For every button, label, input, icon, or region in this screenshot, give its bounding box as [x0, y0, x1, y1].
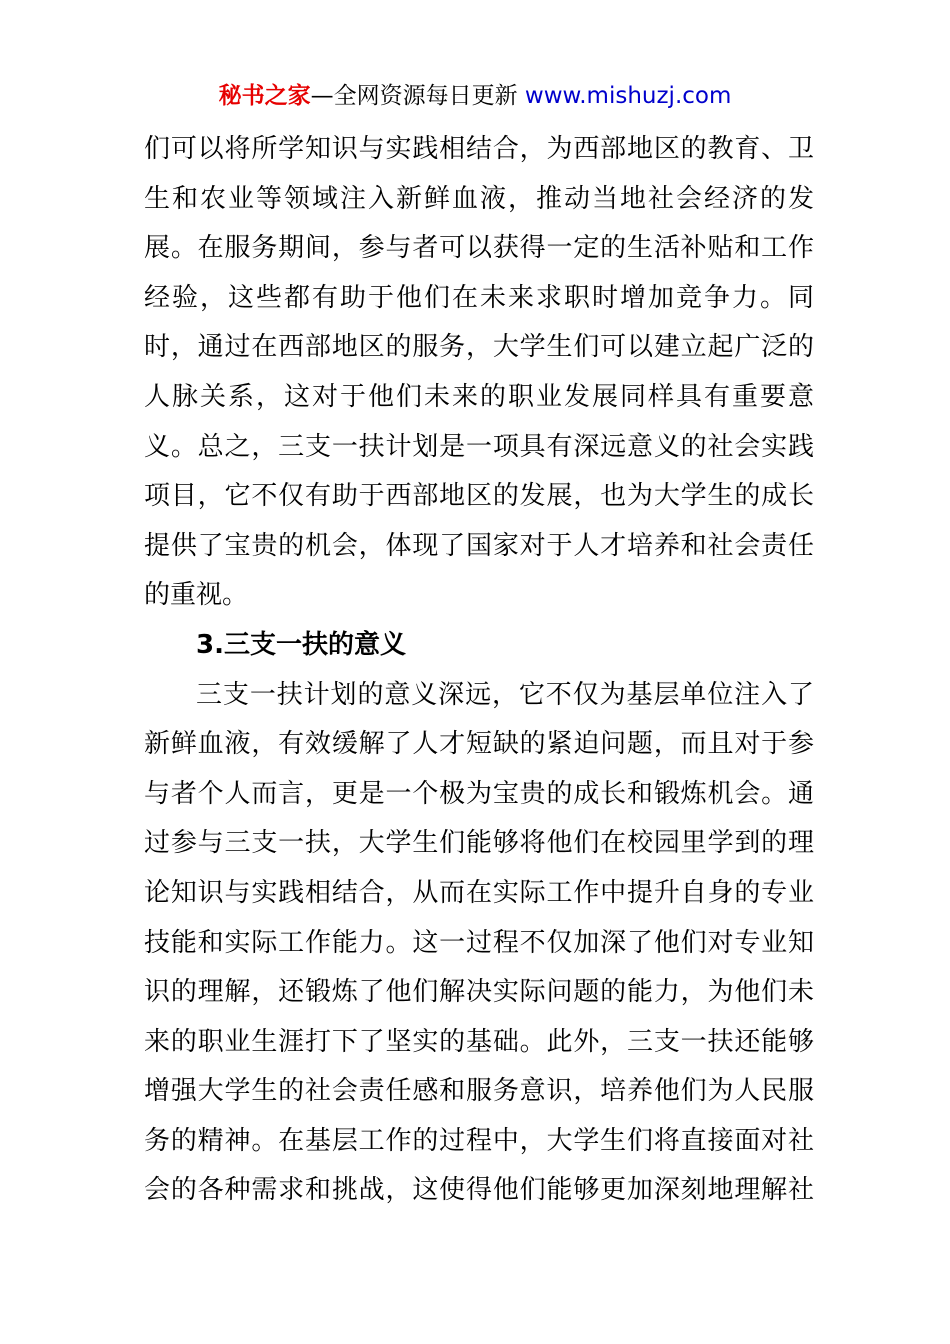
- section-heading: 3.三支一扶的意义: [196, 629, 406, 660]
- text-line: 时，通过在西部地区的服务，大学生们可以建立起广泛的: [144, 332, 814, 363]
- text-line: 的重视。: [144, 580, 249, 611]
- text-line: 会的各种需求和挑战，这使得他们能够更加深刻地理解社: [144, 1175, 814, 1206]
- site-tagline: —全网资源每日更新: [310, 83, 525, 109]
- text-line: 展。在服务期间，参与者可以获得一定的生活补贴和工作: [144, 233, 814, 264]
- document-body: [144, 125, 814, 1216]
- text-line: 提供了宝贵的机会，体现了国家对于人才培养和社会责任: [144, 530, 814, 561]
- text-line: 过参与三支一扶，大学生们能够将他们在校园里学到的理: [144, 828, 814, 859]
- text-line: 义。总之，三支一扶计划是一项具有深远意义的社会实践: [144, 431, 814, 462]
- text-line: 务的精神。在基层工作的过程中，大学生们将直接面对社: [144, 1125, 814, 1156]
- page-header: [0, 78, 950, 114]
- text-line: 技能和实际工作能力。这一过程不仅加深了他们对专业知: [144, 927, 814, 958]
- text-line: 项目，它不仅有助于西部地区的发展，也为大学生的成长: [144, 481, 814, 512]
- site-brand: 秘书之家: [218, 83, 311, 109]
- text-line: 与者个人而言，更是一个极为宝贵的成长和锻炼机会。通: [144, 778, 814, 809]
- site-url[interactable]: www.mishuzj.com: [524, 83, 732, 109]
- text-line: 来的职业生涯打下了坚实的基础。此外，三支一扶还能够: [144, 1026, 814, 1057]
- text-line: 经验，这些都有助于他们在未来求职时增加竞争力。同: [144, 282, 814, 313]
- text-line: 新鲜血液，有效缓解了人才短缺的紧迫问题，而且对于参: [144, 729, 814, 760]
- text-line: 生和农业等领域注入新鲜血液，推动当地社会经济的发: [144, 183, 814, 214]
- text-line: 增强大学生的社会责任感和服务意识，培养他们为人民服: [144, 1076, 814, 1107]
- text-line: 三支一扶计划的意义深远，它不仅为基层单位注入了: [196, 679, 814, 710]
- paragraph-meaning: [144, 671, 814, 1217]
- text-line: 识的理解，还锻炼了他们解决实际问题的能力，为他们未: [144, 977, 814, 1008]
- paragraph-continuation: [144, 125, 814, 621]
- text-line: 论知识与实践相结合，从而在实际工作中提升自身的专业: [144, 877, 814, 908]
- text-line: 人脉关系，这对于他们未来的职业发展同样具有重要意: [144, 381, 814, 412]
- text-line: 们可以将所学知识与实践相结合，为西部地区的教育、卫: [144, 134, 814, 164]
